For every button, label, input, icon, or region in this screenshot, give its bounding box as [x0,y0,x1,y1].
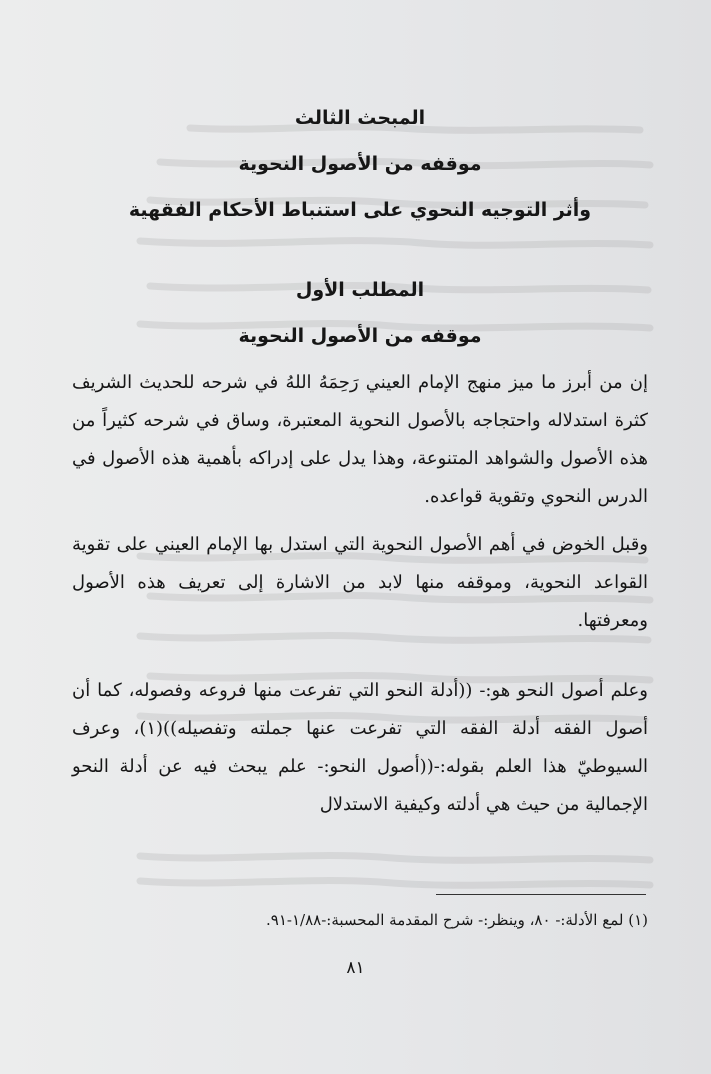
section-subtitle-heading: وأثر التوجيه النحوي على استنباط الأحكام الفقهية [128,199,592,221]
section-number-heading: المبحث الثالث [294,107,426,129]
body-paragraph-2: وقبل الخوض في أهم الأصول النحوية التي استدل بها الإمام العيني على تقوية القواعد النحوية، وموقفه منها لابد من الاشارة إلى تعريف هذه الأصول ومعرفتها. [72,534,648,631]
body-paragraph-3: وعلم أصول النحو هو:- ((أدلة النحو التي تفرعت منها فروعه وفصوله، كما أن أصول الفقه أدلة الفقه التي تفرعت عنها جملته وتفصيله))(١)، وعرف السيوطيّ هذا العلم بقوله:-((أصول النحو:- علم يبحث فيه عن أدلة النحو الإجمالية من حيث هي أدلته وكيفية الاستدلال [72,680,648,815]
body-paragraph-1: إن من أبرز ما ميز منهج الإمام العيني رَحِمَهُ اللهُ في شرحه للحديث الشريف كثرة استدلاله واحتجاجه بالأصول النحوية المعتبرة، وساق في شرحه كثيراً من هذه الأصول والشواهد المتنوعة، وهذا يدل على إدراكه بأهمية هذه الأصول في الدرس النحوي وتقوية قواعده. [72,372,648,507]
footnote-divider [436,894,646,895]
subsection-number-heading: المطلب الأول [295,279,425,301]
footnote: (١) لمع الأدلة:- ٨٠، وينظر:- شرح المقدمة المحسبة:-١/٨٨-٩١. [266,911,648,929]
page-number: ٨١ [346,958,365,978]
subsection-title-heading: موقفه من الأصول النحوية [238,325,482,347]
section-title-heading: موقفه من الأصول النحوية [238,153,482,175]
page-body [72,96,648,824]
